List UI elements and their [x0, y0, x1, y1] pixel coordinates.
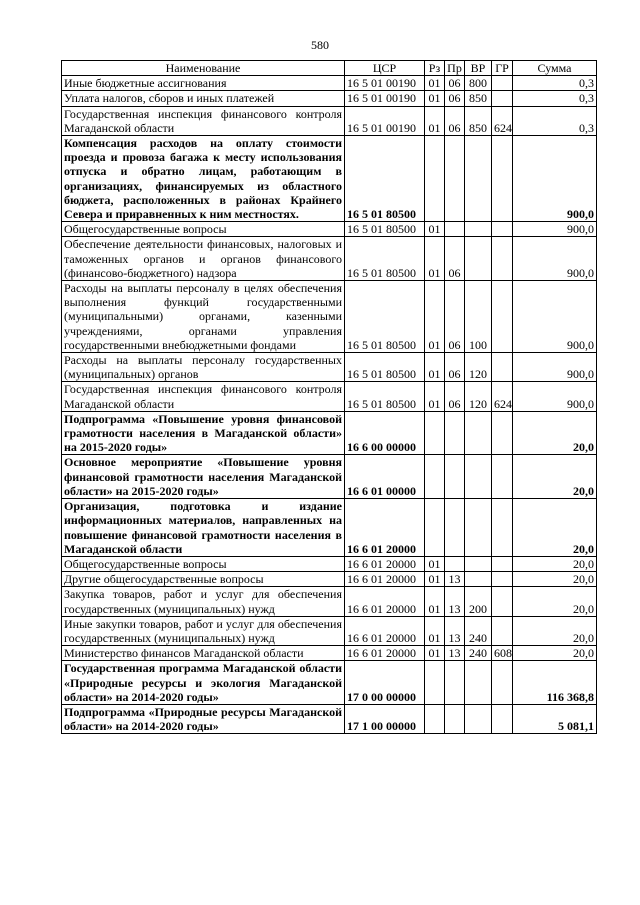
- cell-sum: 20,0: [513, 587, 597, 616]
- cell-gr: [492, 76, 513, 91]
- cell-sum: 900,0: [513, 237, 597, 281]
- cell-name: Иные закупки товаров, работ и услуг для обеспечения государственных (муниципальных) нужд: [62, 616, 345, 645]
- cell-pr: 06: [445, 91, 465, 106]
- cell-pr: [445, 411, 465, 455]
- cell-name: Государственная инспекция финансового контроля Магаданской области: [62, 106, 345, 135]
- cell-name: Компенсация расходов на оплату стоимости проезда и провоза багажа к месту использования отпуска и обратно лицам, работающим в организациях, финансируемых из областного бюджета, расположенных в районах Крайнего Севера и приравненных к ним местностях.: [62, 136, 345, 222]
- table-row: [62, 646, 597, 661]
- table-row: [62, 353, 597, 382]
- cell-vr: [465, 136, 492, 222]
- cell-pr: 06: [445, 281, 465, 353]
- cell-pr: 06: [445, 76, 465, 91]
- cell-gr: [492, 499, 513, 557]
- cell-name: Иные бюджетные ассигнования: [62, 76, 345, 91]
- cell-rz: [425, 136, 445, 222]
- cell-sum: 0,3: [513, 106, 597, 135]
- cell-vr: 850: [465, 91, 492, 106]
- table-row: [62, 76, 597, 91]
- cell-sum: 20,0: [513, 572, 597, 587]
- cell-rz: 01: [425, 382, 445, 411]
- cell-gr: [492, 237, 513, 281]
- cell-csr: 16 6 01 20000: [345, 587, 425, 616]
- cell-csr: 16 5 01 80500: [345, 382, 425, 411]
- cell-pr: [445, 661, 465, 705]
- cell-pr: 06: [445, 106, 465, 135]
- cell-rz: 01: [425, 572, 445, 587]
- cell-csr: 16 5 01 00190: [345, 76, 425, 91]
- cell-csr: 16 6 01 20000: [345, 616, 425, 645]
- table-row: [62, 237, 597, 281]
- cell-name: Подпрограмма «Природные ресурсы Магаданской области» на 2014-2020 годы»: [62, 704, 345, 733]
- cell-gr: 624: [492, 106, 513, 135]
- cell-csr: 16 5 01 80500: [345, 281, 425, 353]
- cell-name: Другие общегосударственные вопросы: [62, 572, 345, 587]
- table-row: [62, 572, 597, 587]
- cell-pr: [445, 455, 465, 499]
- cell-rz: [425, 455, 445, 499]
- table-row: [62, 704, 597, 733]
- table-row: [62, 136, 597, 222]
- table-row: [62, 222, 597, 237]
- cell-rz: 01: [425, 556, 445, 571]
- cell-sum: 20,0: [513, 646, 597, 661]
- header-gr: ГР: [492, 61, 513, 76]
- cell-pr: [445, 556, 465, 571]
- table-row: [62, 616, 597, 645]
- cell-rz: 01: [425, 106, 445, 135]
- cell-gr: [492, 411, 513, 455]
- cell-name: Расходы на выплаты персоналу государственных (муниципальных) органов: [62, 353, 345, 382]
- cell-vr: 120: [465, 382, 492, 411]
- cell-vr: [465, 704, 492, 733]
- cell-sum: 900,0: [513, 382, 597, 411]
- cell-vr: 120: [465, 353, 492, 382]
- cell-vr: 800: [465, 76, 492, 91]
- cell-sum: 20,0: [513, 455, 597, 499]
- cell-csr: 16 6 01 20000: [345, 572, 425, 587]
- cell-rz: 01: [425, 281, 445, 353]
- cell-sum: 900,0: [513, 222, 597, 237]
- cell-name: Министерство финансов Магаданской области: [62, 646, 345, 661]
- cell-gr: 608: [492, 646, 513, 661]
- cell-vr: [465, 499, 492, 557]
- table-row: [62, 587, 597, 616]
- cell-rz: 01: [425, 616, 445, 645]
- cell-name: Расходы на выплаты персоналу в целях обеспечения выполнения функций государственными (муниципальными) органами, казенными учреждениями, органами управления государственными внебюджетными фондами: [62, 281, 345, 353]
- cell-pr: [445, 136, 465, 222]
- cell-csr: 16 5 01 80500: [345, 353, 425, 382]
- header-csr: ЦСР: [345, 61, 425, 76]
- page-number: 580: [311, 38, 329, 52]
- table-row: [62, 281, 597, 353]
- cell-pr: 06: [445, 237, 465, 281]
- budget-table: [61, 60, 597, 734]
- cell-sum: 0,3: [513, 76, 597, 91]
- cell-csr: 16 5 01 00190: [345, 91, 425, 106]
- cell-csr: 17 1 00 00000: [345, 704, 425, 733]
- cell-name: Общегосударственные вопросы: [62, 556, 345, 571]
- cell-name: Подпрограмма «Повышение уровня финансовой грамотности населения в Магаданской области» на 2015-2020 годы»: [62, 411, 345, 455]
- cell-vr: [465, 455, 492, 499]
- cell-name: Организация, подготовка и издание информационных материалов, направленных на повышение финансовой грамотности населения в Магаданской области: [62, 499, 345, 557]
- cell-csr: 16 5 01 80500: [345, 136, 425, 222]
- table-header-row: [62, 61, 597, 76]
- cell-pr: 06: [445, 382, 465, 411]
- cell-rz: 01: [425, 353, 445, 382]
- cell-gr: [492, 587, 513, 616]
- cell-vr: 850: [465, 106, 492, 135]
- cell-csr: 16 6 01 00000: [345, 455, 425, 499]
- header-rz: Рз: [425, 61, 445, 76]
- cell-name: Общегосударственные вопросы: [62, 222, 345, 237]
- cell-sum: 20,0: [513, 556, 597, 571]
- cell-csr: 16 6 01 20000: [345, 556, 425, 571]
- table-row: [62, 455, 597, 499]
- cell-sum: 900,0: [513, 136, 597, 222]
- cell-vr: 240: [465, 616, 492, 645]
- table-row: [62, 91, 597, 106]
- cell-rz: 01: [425, 91, 445, 106]
- cell-csr: 16 6 00 00000: [345, 411, 425, 455]
- header-pr: Пр: [445, 61, 465, 76]
- cell-vr: 240: [465, 646, 492, 661]
- cell-name: Государственная программа Магаданской области «Природные ресурсы и экология Магаданской области» на 2014-2020 годы»: [62, 661, 345, 705]
- cell-gr: [492, 572, 513, 587]
- table-row: [62, 499, 597, 557]
- cell-gr: [492, 353, 513, 382]
- cell-name: Обеспечение деятельности финансовых, налоговых и таможенных органов и органов финансового (финансово-бюджетного) надзора: [62, 237, 345, 281]
- cell-rz: 01: [425, 76, 445, 91]
- cell-rz: 01: [425, 646, 445, 661]
- cell-name: Основное мероприятие «Повышение уровня финансовой грамотности населения Магаданской области» на 2015-2020 годы»: [62, 455, 345, 499]
- cell-csr: 16 6 01 20000: [345, 499, 425, 557]
- cell-pr: [445, 499, 465, 557]
- table-row: [62, 382, 597, 411]
- cell-name: Уплата налогов, сборов и иных платежей: [62, 91, 345, 106]
- header-name: Наименование: [62, 61, 345, 76]
- cell-sum: 116 368,8: [513, 661, 597, 705]
- cell-vr: [465, 556, 492, 571]
- cell-pr: [445, 222, 465, 237]
- cell-sum: 900,0: [513, 281, 597, 353]
- cell-gr: [492, 222, 513, 237]
- cell-vr: [465, 222, 492, 237]
- cell-pr: 13: [445, 587, 465, 616]
- cell-sum: 900,0: [513, 353, 597, 382]
- cell-gr: [492, 281, 513, 353]
- cell-gr: [492, 556, 513, 571]
- cell-name: Государственная инспекция финансового контроля Магаданской области: [62, 382, 345, 411]
- cell-pr: 06: [445, 353, 465, 382]
- cell-sum: 5 081,1: [513, 704, 597, 733]
- cell-pr: 13: [445, 572, 465, 587]
- cell-gr: [492, 661, 513, 705]
- cell-gr: 624: [492, 382, 513, 411]
- cell-gr: [492, 91, 513, 106]
- cell-csr: 16 5 01 80500: [345, 237, 425, 281]
- cell-csr: 17 0 00 00000: [345, 661, 425, 705]
- cell-pr: [445, 704, 465, 733]
- cell-gr: [492, 704, 513, 733]
- cell-rz: [425, 411, 445, 455]
- cell-vr: [465, 572, 492, 587]
- cell-vr: 100: [465, 281, 492, 353]
- cell-rz: 01: [425, 222, 445, 237]
- cell-rz: [425, 704, 445, 733]
- cell-gr: [492, 136, 513, 222]
- table-row: [62, 661, 597, 705]
- table-row: [62, 411, 597, 455]
- cell-pr: 13: [445, 616, 465, 645]
- cell-sum: 20,0: [513, 616, 597, 645]
- table-row: [62, 556, 597, 571]
- table-row: [62, 106, 597, 135]
- header-sum: Сумма: [513, 61, 597, 76]
- cell-vr: [465, 661, 492, 705]
- header-vr: ВР: [465, 61, 492, 76]
- cell-sum: 20,0: [513, 499, 597, 557]
- cell-vr: 200: [465, 587, 492, 616]
- cell-sum: 0,3: [513, 91, 597, 106]
- cell-rz: [425, 499, 445, 557]
- cell-csr: 16 5 01 80500: [345, 222, 425, 237]
- cell-name: Закупка товаров, работ и услуг для обеспечения государственных (муниципальных) нужд: [62, 587, 345, 616]
- cell-rz: 01: [425, 587, 445, 616]
- cell-csr: 16 5 01 00190: [345, 106, 425, 135]
- cell-vr: [465, 411, 492, 455]
- cell-vr: [465, 237, 492, 281]
- cell-sum: 20,0: [513, 411, 597, 455]
- cell-gr: [492, 616, 513, 645]
- cell-pr: 13: [445, 646, 465, 661]
- cell-rz: 01: [425, 237, 445, 281]
- cell-gr: [492, 455, 513, 499]
- table-body: [62, 76, 597, 734]
- cell-csr: 16 6 01 20000: [345, 646, 425, 661]
- cell-rz: [425, 661, 445, 705]
